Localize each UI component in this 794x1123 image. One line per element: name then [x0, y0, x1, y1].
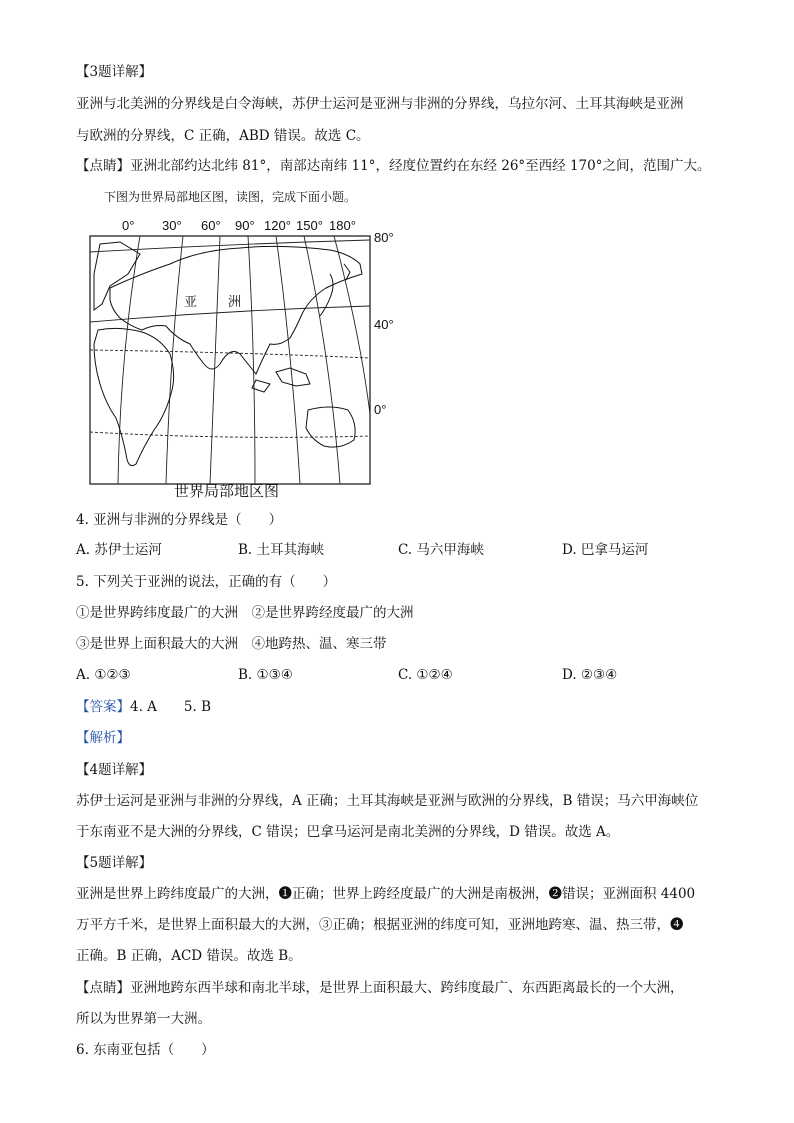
sec5-paragraph-line2: 万平方千米，是世界上面积最大的大洲，③正确；根据亚洲的纬度可知，亚洲地跨寒、温、热三带，❹	[76, 917, 684, 933]
sec5-paragraph-line1: 亚洲是世界上跨纬度最广的大洲，❶正确；世界上跨经度最广的大洲是南极洲，❷错误；亚洲面积 4400	[76, 886, 696, 902]
answer-label: 【答案】	[76, 699, 130, 715]
q5-statements-2: ③是世界上面积最大的大洲 ④地跨热、温、寒三带	[76, 636, 387, 652]
q5-option-c: C. ①②④	[398, 667, 453, 683]
sec3-paragraph-line2: 与欧洲的分界线，C 正确，ABD 错误。故选 C。	[76, 128, 370, 144]
q5-statements-1: ①是世界跨纬度最广的大洲 ②是世界跨经度最广的大洲	[76, 605, 414, 621]
tip-label: 【点睛】	[76, 158, 130, 174]
answer-text: 4. A 5. B	[130, 699, 212, 715]
q5-option-a: A. ①②③	[76, 667, 131, 683]
lat-label-80: 80°	[374, 230, 394, 245]
answer-line	[76, 697, 211, 717]
lon-label-120: 120°	[264, 218, 291, 233]
sec5-paragraph-line3: 正确。B 正确，ACD 错误。故选 B。	[76, 948, 302, 964]
sec3-paragraph-line1: 亚洲与北美洲的分界线是白令海峡，苏伊士运河是亚洲与非洲的分界线，乌拉尔河、土耳其海峡是亚洲	[76, 96, 684, 112]
q5-stem: 5. 下列关于亚洲的说法，正确的有（ ）	[76, 574, 337, 590]
sec5-heading: 【5题详解】	[76, 855, 153, 871]
tip-text: 亚洲北部约达北纬 81°，南部达南纬 11°，经度位置约在东经 26°至西经 170°之间，范围广大。	[130, 158, 711, 174]
world-map	[80, 214, 410, 504]
analysis-label: 【解析】	[76, 730, 130, 746]
q4-option-d: D. 巴拿马运河	[562, 542, 649, 558]
lat-label-40: 40°	[374, 317, 394, 332]
map-caption: 世界局部地区图	[174, 482, 280, 500]
lat-label-0: 0°	[374, 402, 387, 417]
q4-option-b: B. 土耳其海峡	[238, 542, 325, 558]
lon-label-180: 180°	[329, 218, 356, 233]
world-map-figure	[80, 214, 410, 504]
sec3-heading: 【3题详解】	[76, 64, 153, 80]
sec4-paragraph-line2: 于东南亚不是大洲的分界线，C 错误；巴拿马运河是南北美洲的分界线，D 错误。故选 A。	[76, 824, 620, 840]
q6-stem: 6. 东南亚包括（ ）	[76, 1042, 215, 1058]
sec5-tip-text1: 亚洲地跨东西半球和南北半球，是世界上面积最大、跨纬度最广、东西距离最长的一个大洲，	[130, 980, 684, 996]
lon-label-0: 0°	[122, 218, 135, 233]
asia-label-ya: 亚	[184, 295, 198, 310]
sec5-tip-line2: 所以为世界第一大洲。	[76, 1011, 211, 1027]
map-intro: 下图为世界局部地区图，读图，完成下面小题。	[104, 190, 357, 204]
lon-label-150: 150°	[296, 218, 323, 233]
q4-stem: 4. 亚洲与非洲的分界线是（ ）	[76, 512, 283, 528]
q5-option-b: B. ①③④	[238, 667, 293, 683]
q4-option-c: C. 马六甲海峡	[398, 542, 484, 558]
lon-label-60: 60°	[201, 218, 221, 233]
sec4-heading: 【4题详解】	[76, 762, 153, 778]
sec5-tip-line1	[76, 978, 684, 998]
sec5-tip-label: 【点睛】	[76, 980, 130, 996]
q5-option-d: D. ②③④	[562, 667, 618, 683]
asia-label-zhou: 洲	[228, 295, 242, 310]
lon-label-90: 90°	[235, 218, 255, 233]
q4-option-a: A. 苏伊士运河	[76, 542, 162, 558]
sec3-tip	[76, 156, 710, 176]
lon-label-30: 30°	[162, 218, 182, 233]
sec4-paragraph-line1: 苏伊士运河是亚洲与非洲的分界线，A 正确；土耳其海峡是亚洲与欧洲的分界线，B 错误；马六甲海峡位	[76, 793, 699, 809]
